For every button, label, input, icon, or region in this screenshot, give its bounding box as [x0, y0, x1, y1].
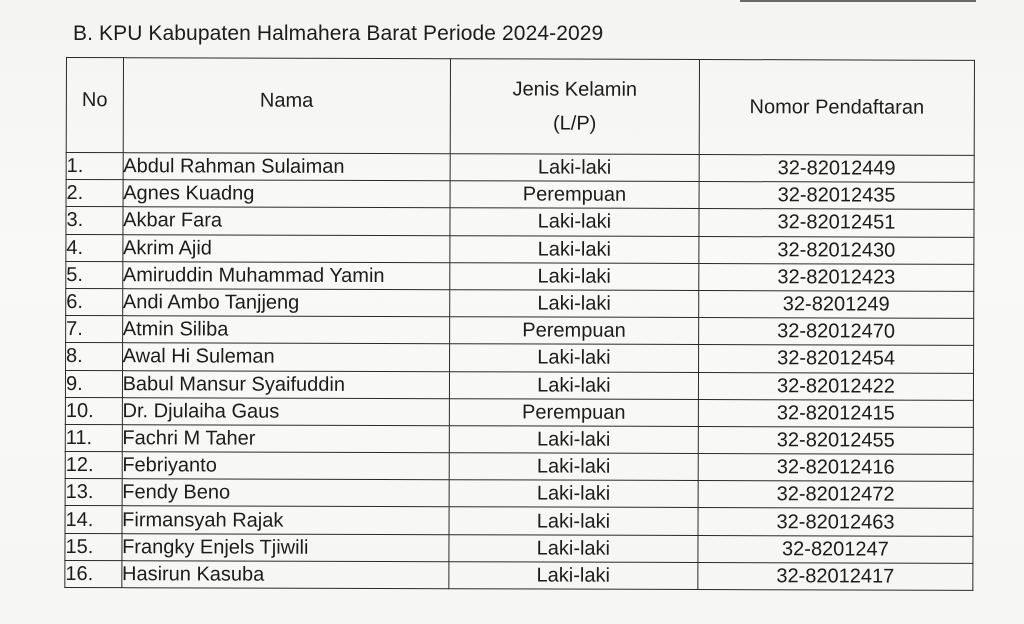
cell-jenis-kelamin: Laki-laki: [449, 371, 698, 399]
cell-no: 3.: [66, 207, 123, 234]
cell-jenis-kelamin: Laki-laki: [450, 208, 699, 236]
cell-nama: Agnes Kuadng: [123, 180, 450, 208]
cell-jenis-kelamin: Laki-laki: [450, 154, 699, 182]
cell-jenis-kelamin: Laki-laki: [450, 262, 699, 290]
header-jenis-kelamin-label: Jenis Kelamin: [512, 78, 638, 101]
cell-nama: Hasirun Kasuba: [121, 560, 448, 588]
cell-nama: Fachri M Taher: [122, 425, 449, 453]
top-rule-line: [740, 0, 976, 2]
table-row: [66, 288, 974, 318]
table-row: [65, 452, 973, 482]
candidate-table: [64, 57, 975, 591]
table-row: [65, 533, 973, 563]
cell-nomor-pendaftaran: 32-82012415: [698, 399, 973, 427]
table-row: [65, 560, 973, 590]
cell-no: 7.: [66, 316, 123, 343]
cell-nama: Amiruddin Muhammad Yamin: [122, 261, 449, 289]
cell-nomor-pendaftaran: 32-82012472: [698, 481, 973, 509]
section-title: B. KPU Kabupaten Halmahera Barat Periode 2024-2029: [73, 22, 604, 45]
cell-jenis-kelamin: Perempuan: [449, 317, 698, 345]
cell-nomor-pendaftaran: 32-82012435: [699, 182, 974, 210]
cell-jenis-kelamin: Perempuan: [450, 181, 699, 209]
table-row: [66, 234, 974, 264]
cell-nama: Andi Ambo Tanjjeng: [122, 289, 449, 317]
cell-no: 6.: [66, 288, 123, 315]
table-body: [65, 153, 974, 591]
cell-jenis-kelamin: Laki-laki: [449, 290, 698, 318]
cell-nama: Firmansyah Rajak: [122, 506, 449, 534]
cell-nama: Fendy Beno: [122, 479, 449, 507]
table-row: [65, 397, 973, 427]
cell-jenis-kelamin: Laki-laki: [449, 534, 698, 562]
cell-no: 15.: [65, 533, 122, 560]
cell-no: 4.: [66, 234, 123, 261]
cell-nomor-pendaftaran: 32-82012455: [698, 426, 973, 454]
header-nomor-pendaftaran: Nomor Pendaftaran: [699, 59, 974, 155]
cell-nomor-pendaftaran: 32-82012422: [698, 372, 973, 400]
cell-jenis-kelamin: Laki-laki: [449, 426, 698, 454]
cell-nomor-pendaftaran: 32-82012451: [699, 209, 974, 237]
cell-jenis-kelamin: Laki-laki: [449, 480, 698, 508]
table-row: [66, 153, 974, 183]
cell-jenis-kelamin: Laki-laki: [449, 453, 698, 481]
cell-nomor-pendaftaran: 32-82012430: [699, 236, 974, 264]
header-jenis-kelamin: [450, 59, 699, 155]
cell-nomor-pendaftaran: 32-82012470: [699, 318, 974, 346]
cell-nama: Babul Mansur Syaifuddin: [122, 370, 449, 398]
header-jenis-kelamin-sub: (L/P): [552, 112, 597, 135]
cell-nama: Atmin Siliba: [122, 316, 449, 344]
cell-jenis-kelamin: Perempuan: [449, 398, 698, 426]
cell-nama: Febriyanto: [122, 452, 449, 480]
cell-nama: Akrim Ajid: [122, 234, 449, 262]
cell-nama: Awal Hi Suleman: [122, 343, 449, 371]
cell-no: 8.: [66, 343, 123, 370]
cell-no: 16.: [65, 560, 122, 587]
cell-no: 10.: [65, 397, 122, 424]
cell-nomor-pendaftaran: 32-82012416: [698, 454, 973, 482]
cell-jenis-kelamin: Laki-laki: [449, 344, 698, 372]
cell-nama: Dr. Djulaiha Gaus: [122, 397, 449, 425]
cell-jenis-kelamin: Laki-laki: [450, 235, 699, 263]
cell-nomor-pendaftaran: 32-8201247: [698, 535, 973, 563]
cell-jenis-kelamin: Laki-laki: [449, 507, 698, 535]
cell-nomor-pendaftaran: 32-82012449: [699, 154, 974, 182]
header-no: No: [66, 58, 123, 153]
table-row: [66, 316, 974, 346]
table-row: [65, 479, 973, 509]
cell-nomor-pendaftaran: 32-82012454: [698, 345, 973, 373]
table-row: [65, 506, 973, 536]
cell-nomor-pendaftaran: 32-82012423: [699, 263, 974, 291]
table-row: [65, 370, 973, 400]
cell-no: 11.: [65, 424, 122, 451]
cell-no: 1.: [66, 153, 123, 180]
table-row: [66, 180, 974, 210]
cell-jenis-kelamin: Laki-laki: [449, 562, 698, 590]
cell-nomor-pendaftaran: 32-82012463: [698, 508, 973, 536]
table-header-row: [66, 58, 974, 156]
cell-no: 2.: [66, 180, 123, 207]
cell-no: 13.: [65, 479, 122, 506]
table-row: [66, 261, 974, 291]
cell-no: 5.: [66, 261, 123, 288]
cell-nama: Akbar Fara: [123, 207, 450, 235]
cell-no: 14.: [65, 506, 122, 533]
cell-no: 12.: [65, 452, 122, 479]
table-row: [66, 343, 974, 373]
cell-nomor-pendaftaran: 32-82012417: [698, 562, 973, 590]
cell-nama: Frangky Enjels Tjiwili: [122, 533, 449, 561]
table-row: [66, 207, 974, 237]
header-nama: Nama: [123, 58, 450, 154]
cell-no: 9.: [65, 370, 122, 397]
table-row: [65, 424, 973, 454]
cell-nomor-pendaftaran: 32-8201249: [699, 290, 974, 318]
cell-nama: Abdul Rahman Sulaiman: [123, 153, 450, 181]
